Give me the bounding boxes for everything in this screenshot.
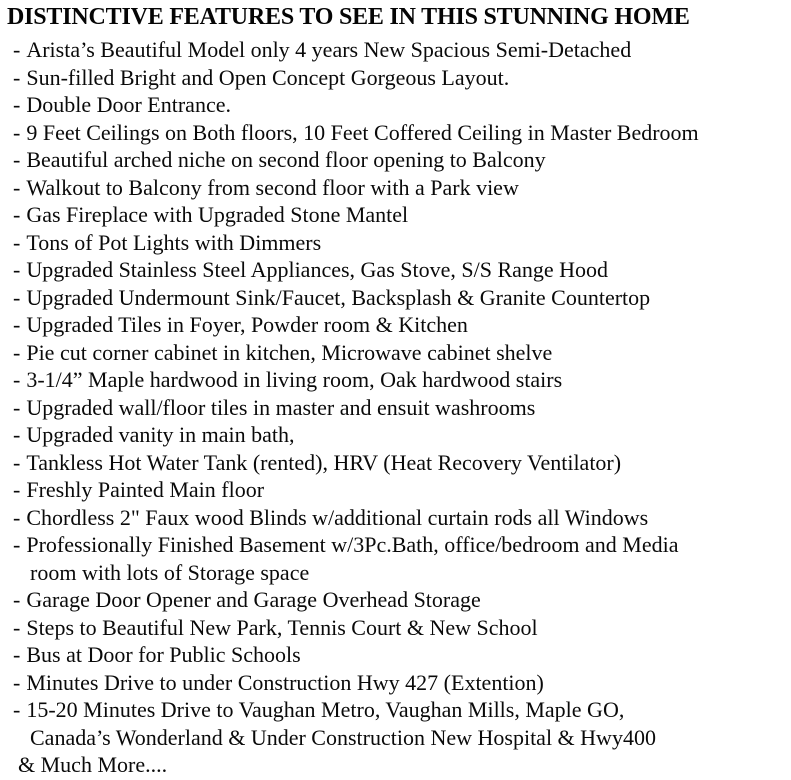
- feature-text: Upgraded wall/floor tiles in master and ensuit washrooms: [26, 394, 536, 420]
- bullet-dash: -: [13, 257, 21, 282]
- bullet-dash: -: [13, 477, 21, 502]
- bullet-dash: -: [13, 669, 21, 695]
- feature-item: [0, 174, 791, 202]
- bullet-dash: -: [13, 119, 21, 145]
- feature-text: Freshly Painted Main floor: [26, 477, 265, 502]
- feature-text: Double Door Entrance.: [26, 92, 231, 117]
- feature-item: [0, 229, 791, 257]
- feature-item: [0, 36, 791, 64]
- bullet-dash: -: [13, 92, 21, 117]
- feature-continuation: room with lots of Storage space: [30, 559, 310, 585]
- feature-item: [0, 311, 791, 339]
- feature-text: Tons of Pot Lights with Dimmers: [26, 229, 322, 255]
- feature-text: Pie cut corner cabinet in kitchen, Microwave cabinet shelve: [26, 339, 553, 365]
- feature-item: [0, 449, 791, 477]
- feature-item: [0, 696, 791, 724]
- feature-continuation: Canada’s Wonderland & Under Construction New Hospital & Hwy400: [30, 724, 656, 750]
- feature-item: [0, 284, 791, 312]
- feature-item: [0, 64, 791, 92]
- bullet-dash: -: [13, 449, 21, 475]
- feature-item: [0, 421, 791, 449]
- bullet-dash: -: [13, 339, 21, 365]
- feature-text: Professionally Finished Basement w/3Pc.Bath, office/bedroom and Media: [26, 532, 679, 557]
- feature-continuation: & Much More....: [18, 752, 168, 777]
- feature-item: [0, 669, 791, 697]
- feature-text: Upgraded Undermount Sink/Faucet, Backsplash & Granite Countertop: [26, 284, 651, 310]
- feature-text: Bus at Door for Public Schools: [26, 642, 301, 667]
- feature-text: Arista’s Beautiful Model only 4 years New Spacious Semi-Detached: [26, 37, 632, 62]
- feature-item: [0, 146, 791, 174]
- feature-item: [0, 91, 791, 119]
- feature-text: Upgraded Stainless Steel Appliances, Gas Stove, S/S Range Hood: [26, 257, 609, 282]
- bullet-dash: -: [13, 422, 21, 447]
- feature-list: [0, 36, 791, 779]
- feature-item: [0, 586, 791, 614]
- feature-text: Gas Fireplace with Upgraded Stone Mantel: [26, 202, 409, 227]
- feature-text: Minutes Drive to under Construction Hwy 427 (Extention): [26, 669, 544, 695]
- bullet-dash: -: [13, 284, 21, 310]
- page-title: DISTINCTIVE FEATURES TO SEE IN THIS STUNNING HOME: [7, 4, 690, 30]
- feature-text: Steps to Beautiful New Park, Tennis Court & New School: [26, 614, 538, 640]
- feature-text: Upgraded Tiles in Foyer, Powder room & Kitchen: [26, 312, 468, 337]
- feature-item: [0, 119, 791, 147]
- bullet-dash: -: [13, 37, 21, 62]
- feature-text: Beautiful arched niche on second floor opening to Balcony: [26, 147, 546, 172]
- feature-item: [0, 256, 791, 284]
- bullet-dash: -: [13, 312, 21, 337]
- feature-text: Walkout to Balcony from second floor with a Park view: [26, 174, 519, 200]
- bullet-dash: -: [13, 394, 21, 420]
- bullet-dash: -: [13, 174, 21, 200]
- bullet-dash: -: [13, 697, 21, 722]
- bullet-dash: -: [13, 614, 21, 640]
- bullet-dash: -: [13, 642, 21, 667]
- feature-text: Sun-filled Bright and Open Concept Gorgeous Layout.: [26, 64, 510, 90]
- bullet-dash: -: [13, 229, 21, 255]
- feature-text: Upgraded vanity in main bath,: [26, 422, 295, 447]
- bullet-dash: -: [13, 367, 21, 392]
- feature-item: [0, 614, 791, 642]
- feature-item: [0, 531, 791, 559]
- feature-item: [0, 339, 791, 367]
- bullet-dash: -: [13, 147, 21, 172]
- feature-item: [0, 476, 791, 504]
- bullet-dash: -: [13, 504, 21, 530]
- feature-text: 3-1/4” Maple hardwood in living room, Oak hardwood stairs: [26, 367, 563, 392]
- feature-text: Chordless 2" Faux wood Blinds w/additional curtain rods all Windows: [26, 504, 649, 530]
- feature-text: Garage Door Opener and Garage Overhead Storage: [26, 587, 481, 612]
- bullet-dash: -: [13, 202, 21, 227]
- feature-text: Tankless Hot Water Tank (rented), HRV (Heat Recovery Ventilator): [26, 449, 622, 475]
- feature-item: [0, 504, 791, 532]
- feature-item: [0, 201, 791, 229]
- bullet-dash: -: [13, 587, 21, 612]
- feature-text: 9 Feet Ceilings on Both floors, 10 Feet Coffered Ceiling in Master Bedroom: [26, 119, 699, 145]
- feature-item: [0, 641, 791, 669]
- bullet-dash: -: [13, 532, 21, 557]
- feature-item: [0, 394, 791, 422]
- feature-text: 15-20 Minutes Drive to Vaughan Metro, Vaughan Mills, Maple GO,: [26, 697, 625, 722]
- bullet-dash: -: [13, 64, 21, 90]
- feature-item: [0, 366, 791, 394]
